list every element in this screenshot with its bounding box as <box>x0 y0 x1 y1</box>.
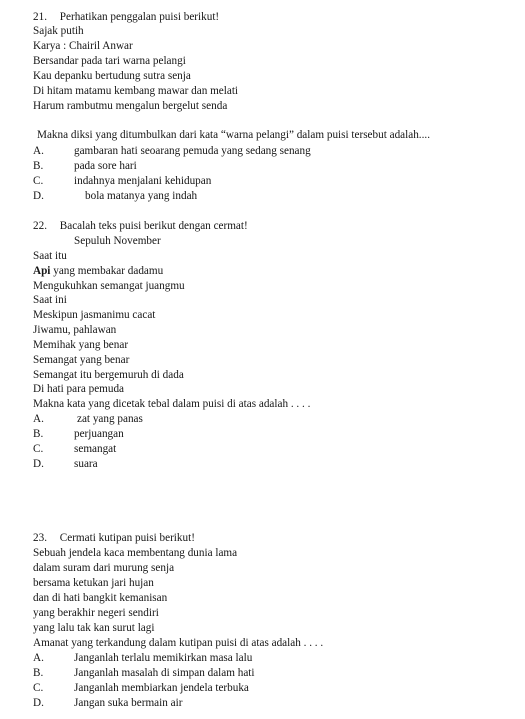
option-letter: C. <box>33 682 44 694</box>
option-c <box>0 443 525 456</box>
poem-line: Di hati para pemuda <box>33 383 125 395</box>
option-text: Jangan suka bermain air <box>74 697 183 709</box>
option-a <box>0 145 525 158</box>
option-letter: C. <box>33 175 44 187</box>
poem-line: Semangat yang benar <box>33 354 130 366</box>
option-letter: D. <box>33 190 44 202</box>
option-letter: A. <box>33 145 44 157</box>
question-23-heading <box>33 532 195 545</box>
question-instruction: Perhatikan penggalan puisi berikut! <box>59 11 220 23</box>
poem-line: Memihak yang benar <box>33 339 129 351</box>
poem-line: dan di hati bangkit kemanisan <box>33 592 168 604</box>
option-d <box>0 697 525 710</box>
option-a <box>0 652 525 665</box>
option-letter: B. <box>33 428 44 440</box>
poem-line: Jiwamu, pahlawan <box>33 324 117 336</box>
poem-line: Saat itu <box>33 250 67 262</box>
option-letter: D. <box>33 697 44 709</box>
option-text: Janganlah masalah di simpan dalam hati <box>74 667 255 679</box>
question-instruction: Bacalah teks puisi berikut dengan cermat! <box>59 220 248 232</box>
option-text: gambaran hati seoarang pemuda yang sedang senang <box>74 145 311 157</box>
option-c <box>0 682 525 695</box>
option-text: zat yang panas <box>77 413 143 425</box>
option-text: Janganlah membiarkan jendela terbuka <box>74 682 249 694</box>
poem-line: yang lalu tak kan surut lagi <box>33 622 155 634</box>
question-22-heading <box>33 220 248 233</box>
poem-line: bersama ketukan jari hujan <box>33 577 154 589</box>
poem-line: Kau depanku bertudung sutra senja <box>33 70 191 82</box>
poem-line: Karya : Chairil Anwar <box>33 40 133 52</box>
poem-line: Mengukuhkan semangat juangmu <box>33 280 185 292</box>
question-number: 23. <box>33 532 47 544</box>
option-text: pada sore hari <box>74 160 137 172</box>
bold-word: Api <box>33 265 51 277</box>
poem-line-rest: yang membakar dadamu <box>50 265 164 277</box>
option-d <box>0 458 525 471</box>
poem-title: Sepuluh November <box>74 235 161 247</box>
option-text: semangat <box>74 443 117 455</box>
question-21-heading <box>33 11 219 24</box>
option-letter: D. <box>33 458 44 470</box>
poem-line: Sebuah jendela kaca membentang dunia lama <box>33 547 238 559</box>
option-c <box>0 175 525 188</box>
option-b <box>0 160 525 173</box>
option-letter: C. <box>33 443 44 455</box>
poem-line: Meskipun jasmanimu cacat <box>33 309 156 321</box>
question-instruction: Cermati kutipan puisi berikut! <box>59 532 195 544</box>
option-text: indahnya menjalani kehidupan <box>74 175 212 187</box>
option-a <box>0 413 525 426</box>
poem-line: yang berakhir negeri sendiri <box>33 607 159 619</box>
question-number: 22. <box>33 220 47 232</box>
question-23-text: Amanat yang terkandung dalam kutipan puisi di atas adalah . . . . <box>33 637 324 649</box>
question-22-text: Makna kata yang dicetak tebal dalam puisi di atas adalah . . . . <box>33 398 311 410</box>
option-b <box>0 428 525 441</box>
question-21-text: Makna diksi yang ditumbulkan dari kata “warna pelangi” dalam puisi tersebut adalah.... <box>37 129 430 141</box>
poem-line: Harum rambutmu mengalun bergelut senda <box>33 100 228 112</box>
poem-line: dalam suram dari murung senja <box>33 562 175 574</box>
option-b <box>0 667 525 680</box>
option-text: perjuangan <box>74 428 124 440</box>
option-text: suara <box>74 458 98 470</box>
poem-line: Di hitam matamu kembang mawar dan melati <box>33 85 239 97</box>
option-letter: B. <box>33 160 44 172</box>
option-letter: A. <box>33 652 44 664</box>
question-number: 21. <box>33 11 47 23</box>
poem-line: Sajak putih <box>33 25 84 37</box>
option-letter: A. <box>33 413 44 425</box>
poem-line: Saat ini <box>33 294 67 306</box>
option-text: bola matanya yang indah <box>85 190 198 202</box>
poem-line-with-bold <box>33 265 163 278</box>
poem-line: Bersandar pada tari warna pelangi <box>33 55 186 67</box>
poem-line: Semangat itu bergemuruh di dada <box>33 369 184 381</box>
option-letter: B. <box>33 667 44 679</box>
option-text: Janganlah terlalu memikirkan masa lalu <box>74 652 253 664</box>
option-d <box>0 190 525 203</box>
